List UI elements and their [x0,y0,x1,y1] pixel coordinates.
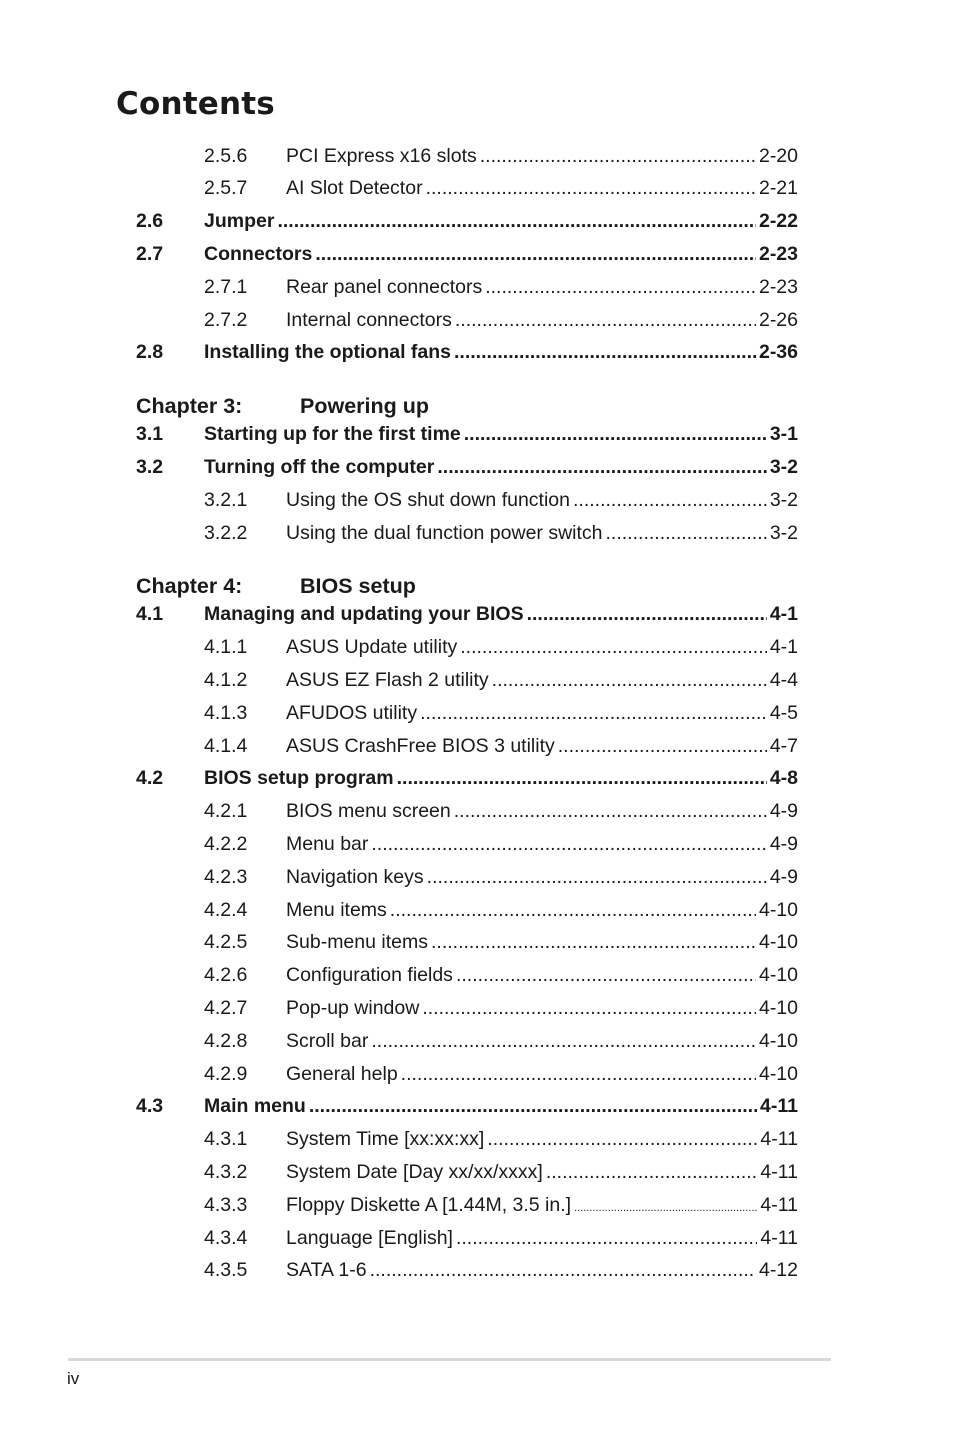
toc-entry-number: 4.1.2 [204,669,248,691]
toc-entry-number: 4.3.4 [204,1226,248,1249]
page-title: Contents [116,86,275,122]
toc-entry-number: 2.6 [136,210,164,233]
toc-entry-title: SATA 1-6 [286,1259,367,1282]
chapter-label: Chapter 4: [136,573,243,598]
toc-entry-number: 2.7.2 [204,308,248,331]
toc-subsection-entry[interactable] [136,927,798,960]
toc-entry-title: Jumper [204,210,275,233]
chapter-title: Powering up [300,393,429,418]
toc-entry-number: 4.3.3 [204,1193,248,1216]
toc-entry-title: Scroll bar [286,1029,369,1052]
toc-entry-title: Menu bar [286,832,369,855]
footer-divider [68,1358,831,1361]
toc-subsection-entry[interactable] [136,271,798,304]
toc-subsection-entry[interactable] [136,1255,798,1288]
dot-leader [460,638,767,658]
toc-entry-page: 4-11 [760,1193,798,1216]
toc-entry-number: 2.7.1 [204,275,248,298]
dot-leader [492,671,767,691]
toc-entry-page: 4-1 [769,603,798,626]
dot-leader [277,212,756,232]
toc-section-entry[interactable] [136,763,798,796]
toc-entry-number: 4.3 [136,1095,164,1118]
toc-entry-page: 2-26 [758,308,798,331]
toc-entry-number: 4.2.3 [204,865,248,888]
toc-subsection-entry[interactable] [136,664,798,697]
footer-page-number: iv [67,1369,80,1388]
toc-entry-title: Starting up for the first time [204,423,461,446]
table-of-contents [136,140,798,1288]
toc-entry-number: 4.2.5 [204,931,248,954]
dot-leader [371,835,766,855]
dot-leader [485,278,756,298]
toc-entry-page: 4-8 [769,767,798,790]
toc-entry-page: 4-10 [758,931,798,954]
chapter-title: BIOS setup [300,573,416,598]
toc-entry-number: 4.2.1 [204,800,248,823]
toc-entry-page: 4-10 [758,996,798,1019]
chapter-heading [136,370,798,419]
toc-section-entry[interactable] [136,451,798,484]
toc-entry-title: Using the dual function power switch [286,521,603,544]
toc-entry-number: 4.3.1 [204,1128,248,1151]
toc-section-entry[interactable] [136,337,798,370]
toc-entry-number: 3.2 [136,456,164,479]
dot-leader [420,704,767,724]
toc-subsection-entry[interactable] [136,173,798,206]
toc-entry-page: 4-10 [758,1062,798,1085]
toc-entry-title: System Date [Day xx/xx/xxxx] [286,1160,543,1183]
toc-entry-page: 4-1 [769,636,798,659]
toc-entry-title: Using the OS shut down function [286,488,570,511]
toc-entry-page: 2-36 [758,341,798,364]
toc-entry-page: 3-1 [769,423,798,446]
dot-leader [426,179,756,199]
dot-leader [454,802,767,822]
toc-entry-title: AFUDOS utility [286,701,418,724]
dot-leader [527,605,767,625]
dot-leader [487,1130,757,1150]
dot-leader [427,868,767,888]
toc-entry-number: 4.2.6 [204,964,248,987]
chapter-heading [136,550,798,599]
toc-subsection-entry[interactable] [136,140,798,173]
toc-entry-page: 2-23 [758,275,798,298]
toc-entry-number: 3.2.1 [204,488,248,511]
toc-entry-title: AI Slot Detector [286,177,423,200]
toc-entry-page: 3-2 [769,456,798,479]
toc-subsection-entry[interactable] [136,1025,798,1058]
toc-entry-page: 4-7 [769,734,798,757]
toc-subsection-entry[interactable] [136,730,798,763]
toc-entry-title: ASUS Update utility [286,636,458,659]
toc-entry-page: 4-9 [769,865,798,888]
toc-section-entry[interactable] [136,419,798,452]
toc-subsection-entry[interactable] [136,861,798,894]
toc-subsection-entry[interactable] [136,828,798,861]
toc-entry-number: 4.2.8 [204,1029,248,1052]
toc-entry-title: BIOS menu screen [286,800,451,823]
toc-entry-title: Navigation keys [286,865,424,888]
dot-leader [431,933,756,953]
toc-subsection-entry[interactable] [136,632,798,665]
toc-entry-number: 4.3.5 [204,1259,248,1282]
toc-subsection-entry[interactable] [136,1124,798,1157]
toc-entry-page: 4-10 [758,964,798,987]
toc-entry-page: 4-11 [760,1160,798,1183]
toc-entry-page: 2-22 [758,210,798,233]
toc-entry-title: Installing the optional fans [204,341,452,364]
toc-entry-page: 3-2 [769,521,798,544]
toc-entry-title: Language [English] [286,1226,453,1249]
toc-entry-title: ASUS EZ Flash 2 utility [286,669,489,691]
dot-leader [370,1261,756,1281]
dot-leader [371,1032,756,1052]
dot-leader [454,343,756,363]
dot-leader [464,425,767,445]
dot-leader [606,524,767,544]
toc-entry-page: 4-11 [760,1128,798,1151]
toc-subsection-entry[interactable] [136,697,798,730]
dot-leader [437,458,766,478]
toc-section-entry[interactable] [136,206,798,239]
dot-leader [546,1163,758,1183]
toc-entry-number: 4.1.1 [204,636,248,659]
toc-entry-page: 4-11 [760,1226,798,1249]
toc-entry-number: 4.1.3 [204,701,248,724]
toc-entry-title: System Time [xx:xx:xx] [286,1128,485,1151]
dot-leader [390,901,756,921]
toc-entry-title: Main menu [204,1095,306,1118]
dot-leader [558,737,767,757]
dot-leader [455,311,756,331]
toc-entry-title: Turning off the computer [204,456,435,479]
toc-subsection-entry[interactable] [136,1058,798,1091]
toc-subsection-entry[interactable] [136,960,798,993]
toc-section-entry[interactable] [136,1091,798,1124]
toc-entry-title: Configuration fields [286,964,453,987]
dot-leader [315,245,756,265]
dot-leader [456,1229,757,1249]
dot-leader [456,966,756,986]
toc-entry-title: General help [286,1062,398,1085]
toc-entry-number: 3.1 [136,423,164,446]
toc-entry-page: 4-11 [760,1095,798,1118]
toc-subsection-entry[interactable] [136,1189,798,1222]
toc-entry-number: 4.2.4 [204,898,248,921]
toc-entry-number: 2.5.6 [204,144,248,167]
toc-entry-page: 4-9 [769,800,798,823]
toc-entry-page: 2-23 [758,243,798,266]
toc-entry-page: 4-10 [758,898,798,921]
toc-entry-number: 4.1.4 [204,734,248,757]
toc-entry-number: 4.2.2 [204,832,248,855]
toc-entry-number: 4.3.2 [204,1160,248,1183]
toc-section-entry[interactable] [136,238,798,271]
dot-leader [401,1065,756,1085]
toc-subsection-entry[interactable] [136,894,798,927]
toc-entry-number: 4.1 [136,603,164,626]
toc-subsection-entry[interactable] [136,517,798,550]
dot-leader [480,147,756,167]
toc-entry-title: Managing and updating your BIOS [204,603,524,626]
toc-subsection-entry[interactable] [136,304,798,337]
toc-subsection-entry[interactable] [136,1156,798,1189]
dot-leader [574,1203,757,1222]
toc-entry-title: Internal connectors [286,308,452,331]
toc-subsection-entry[interactable] [136,1222,798,1255]
chapter-label: Chapter 3: [136,393,243,418]
toc-subsection-entry[interactable] [136,796,798,829]
dot-leader [309,1097,757,1117]
toc-entry-number: 2.5.7 [204,177,248,200]
toc-entry-title: ASUS CrashFree BIOS 3 utility [286,734,555,757]
toc-entry-number: 4.2.9 [204,1062,248,1085]
toc-section-entry[interactable] [136,599,798,632]
toc-entry-title: Sub-menu items [286,931,428,954]
toc-entry-title: Rear panel connectors [286,275,483,298]
dot-leader [573,491,767,511]
toc-entry-title: Menu items [286,898,387,921]
toc-entry-number: 2.7 [136,243,164,266]
toc-entry-page: 3-2 [769,488,798,511]
toc-entry-page: 4-4 [769,669,798,691]
toc-entry-page: 2-20 [758,144,798,167]
toc-entry-page: 4-10 [758,1029,798,1052]
toc-entry-page: 4-9 [769,832,798,855]
toc-entry-title: PCI Express x16 slots [286,144,477,167]
dot-leader [422,999,756,1019]
toc-subsection-entry[interactable] [136,484,798,517]
toc-entry-title: Floppy Diskette A [1.44M, 3.5 in.] [286,1193,572,1216]
toc-entry-page: 2-21 [758,177,798,200]
toc-subsection-entry[interactable] [136,992,798,1025]
toc-entry-title: Connectors [204,243,313,266]
toc-entry-page: 4-5 [769,701,798,724]
toc-entry-number: 3.2.2 [204,521,248,544]
toc-entry-page: 4-12 [758,1259,798,1282]
dot-leader [397,769,767,789]
toc-entry-number: 2.8 [136,341,164,364]
toc-entry-number: 4.2 [136,767,164,790]
toc-entry-title: Pop-up window [286,996,420,1019]
toc-entry-title: BIOS setup program [204,767,394,790]
toc-entry-number: 4.2.7 [204,996,248,1019]
